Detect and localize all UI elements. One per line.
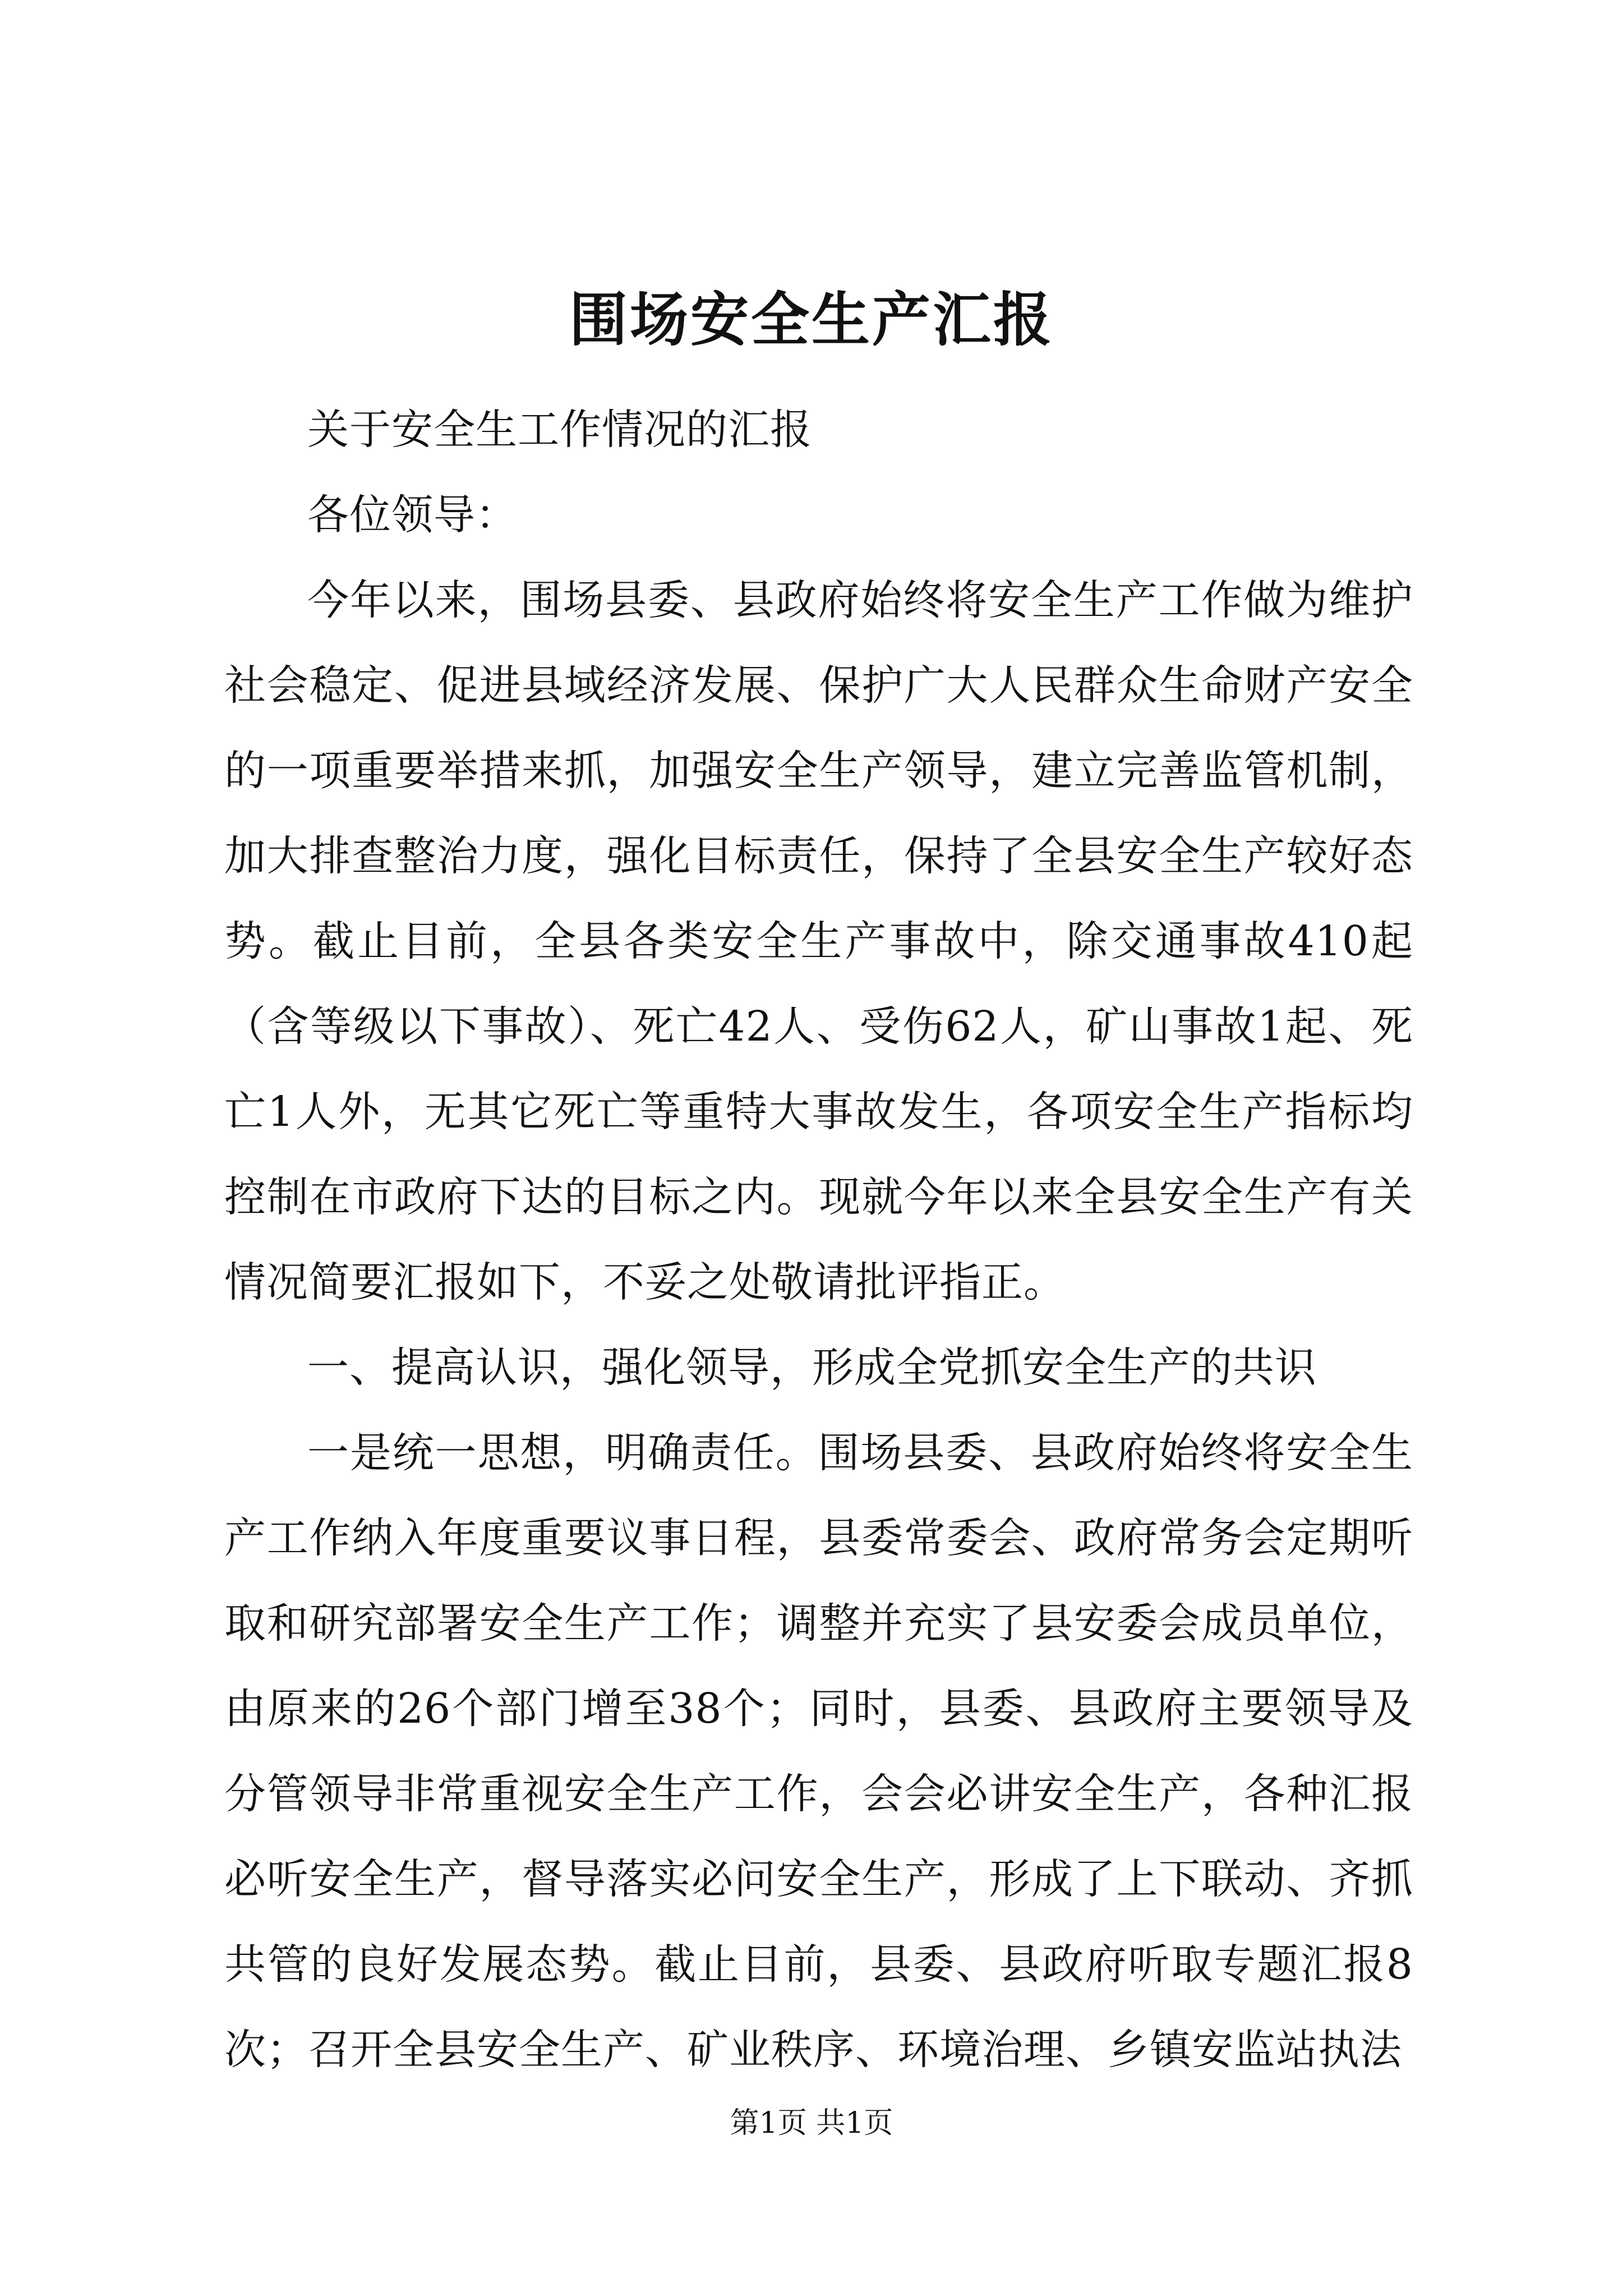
salutation: 各位领导：	[307, 491, 518, 539]
page-number-footer: 第1页 共1页	[730, 2106, 893, 2140]
section-heading: 一、提高认识，强化领导，形成全党抓安全生产的共识	[307, 1343, 1317, 1392]
paragraph: 一是统一思想，明确责任。围场县委、县政府始终将安全生产工作纳入年度重要议事日程，县委常委会、政府常务会定期听取和研究部署安全生产工作；调整并充实了县安委会成员单位，由原来的26个部门增至38个；同时，县委、县政府主要领导及分管领导非常重视安全生产工作，会会必讲安全生产，各种汇报必听安全生产，督导落实必问安全生产，形成了上下联动、齐抓共管的良好发展态势。截止目前，县委、县政府听取专题汇报8次；召开全县安全生产、矿业秩序、环境治理、乡镇安监站执法	[224, 1429, 1413, 2074]
heading-line: 关于安全生工作情况的汇报	[307, 406, 812, 454]
document-title: 围场安全生产汇报	[569, 285, 1054, 354]
paragraph: 今年以来，围场县委、县政府始终将安全生产工作做为维护社会稳定、促进县域经济发展、保护广大人民群众生命财产安全的一项重要举措来抓，加强安全生产领导，建立完善监管机制，加大排查整治力度，强化目标责任，保持了全县安全生产较好态势。截止目前，全县各类安全生产事故中，除交通事故410起（含等级以下事故）、死亡42人、受伤62人，矿山事故1起、死亡1人外，无其它死亡等重特大事故发生，各项安全生产指标均控制在市政府下达的目标之内。现就今年以来全县安全生产有关情况简要汇报如下，不妥之处敬请批评指正。	[224, 576, 1413, 1306]
document-body	[224, 387, 1413, 2092]
